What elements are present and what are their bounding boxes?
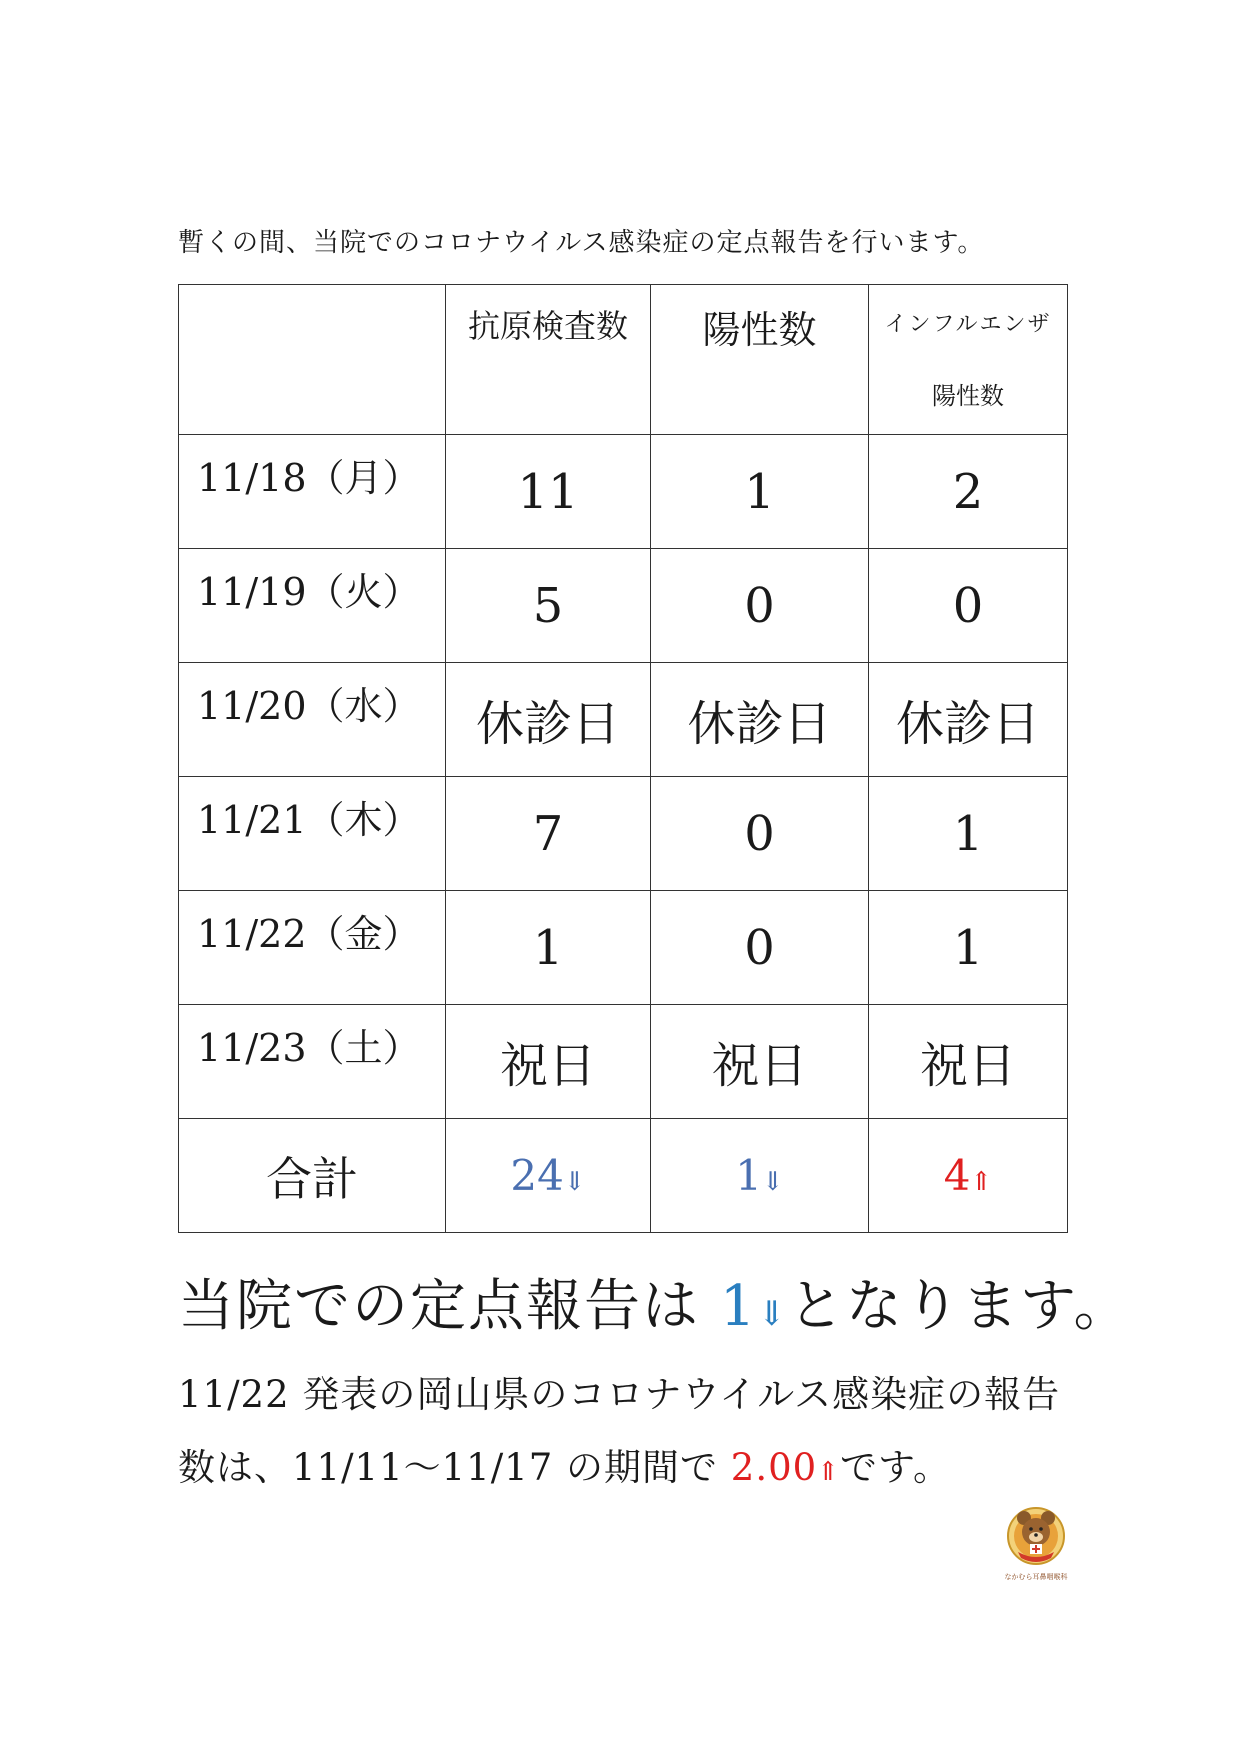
- clinic-logo-text: なかむら耳鼻咽喉科: [1004, 1573, 1068, 1581]
- row-influenza: 1: [869, 777, 1068, 891]
- row-antigen: 休診日: [446, 663, 651, 777]
- row-date: 11/18（月）: [179, 435, 446, 549]
- row-antigen: 11: [446, 435, 651, 549]
- note-line2: [178, 1437, 951, 1491]
- row-date: 11/22（金）: [179, 891, 446, 1005]
- summary-value: 1: [719, 1274, 758, 1339]
- row-influenza: 休診日: [869, 663, 1068, 777]
- summary-suffix: となります。: [787, 1274, 1132, 1339]
- total-positive: [651, 1119, 869, 1233]
- table-row: [179, 1005, 1068, 1119]
- header-influenza-line2: 陽性数: [932, 382, 1004, 410]
- row-antigen: 7: [446, 777, 651, 891]
- up-arrow-icon: ⇑: [970, 1167, 993, 1197]
- row-influenza: 祝日: [869, 1005, 1068, 1119]
- table-row: [179, 435, 1068, 549]
- header-empty-cell: [179, 285, 446, 435]
- up-arrow-icon: ⇑: [817, 1457, 840, 1487]
- row-positive: 祝日: [651, 1005, 869, 1119]
- note-line2-suffix: です。: [839, 1446, 952, 1489]
- note-value: 2.00: [730, 1446, 818, 1489]
- header-antigen: [446, 285, 651, 435]
- down-arrow-icon: ⇓: [563, 1167, 586, 1197]
- note-line1: 11/22 発表の岡山県のコロナウイルス感染症の報告: [178, 1373, 1061, 1416]
- row-date: 11/21（木）: [179, 777, 446, 891]
- summary-prefix: 当院での定点報告は: [178, 1274, 700, 1339]
- row-date: 11/19（火）: [179, 549, 446, 663]
- down-arrow-icon: ⇓: [761, 1167, 784, 1197]
- total-label: 合計: [179, 1119, 446, 1233]
- row-positive: 0: [651, 777, 869, 891]
- row-positive: 休診日: [651, 663, 869, 777]
- clinic-logo-icon: [1003, 1500, 1069, 1570]
- header-influenza: [869, 285, 1068, 435]
- row-influenza: 2: [869, 435, 1068, 549]
- header-positive-label: 陽性数: [702, 308, 817, 352]
- row-antigen: 5: [446, 549, 651, 663]
- table-header-row: [179, 285, 1068, 435]
- total-influenza: [869, 1119, 1068, 1233]
- table-row: [179, 777, 1068, 891]
- row-influenza: 1: [869, 891, 1068, 1005]
- total-antigen: [446, 1119, 651, 1233]
- row-positive: 0: [651, 549, 869, 663]
- total-influenza-value: 4: [943, 1151, 971, 1200]
- intro-text: 暫くの間、当院でのコロナウイルス感染症の定点報告を行います。: [178, 228, 985, 258]
- row-positive: 1: [651, 435, 869, 549]
- table-total-row: [179, 1119, 1068, 1233]
- down-arrow-icon: ⇓: [757, 1294, 788, 1334]
- header-antigen-label: 抗原検査数: [467, 307, 628, 345]
- total-antigen-value: 24: [510, 1151, 564, 1200]
- header-positive: [651, 285, 869, 435]
- row-date: 11/23（土）: [179, 1005, 446, 1119]
- note-line2-prefix: 数は、11/11～11/17 の期間で: [178, 1446, 719, 1489]
- row-positive: 0: [651, 891, 869, 1005]
- row-antigen: 祝日: [446, 1005, 651, 1119]
- row-date: 11/20（水）: [179, 663, 446, 777]
- table-row: [179, 663, 1068, 777]
- table-row: [179, 891, 1068, 1005]
- row-influenza: 0: [869, 549, 1068, 663]
- summary-text: [178, 1262, 1131, 1342]
- table-row: [179, 549, 1068, 663]
- total-positive-value: 1: [735, 1151, 762, 1200]
- row-antigen: 1: [446, 891, 651, 1005]
- header-influenza-line1: インフルエンザ: [884, 312, 1052, 337]
- report-table: [178, 284, 1068, 1233]
